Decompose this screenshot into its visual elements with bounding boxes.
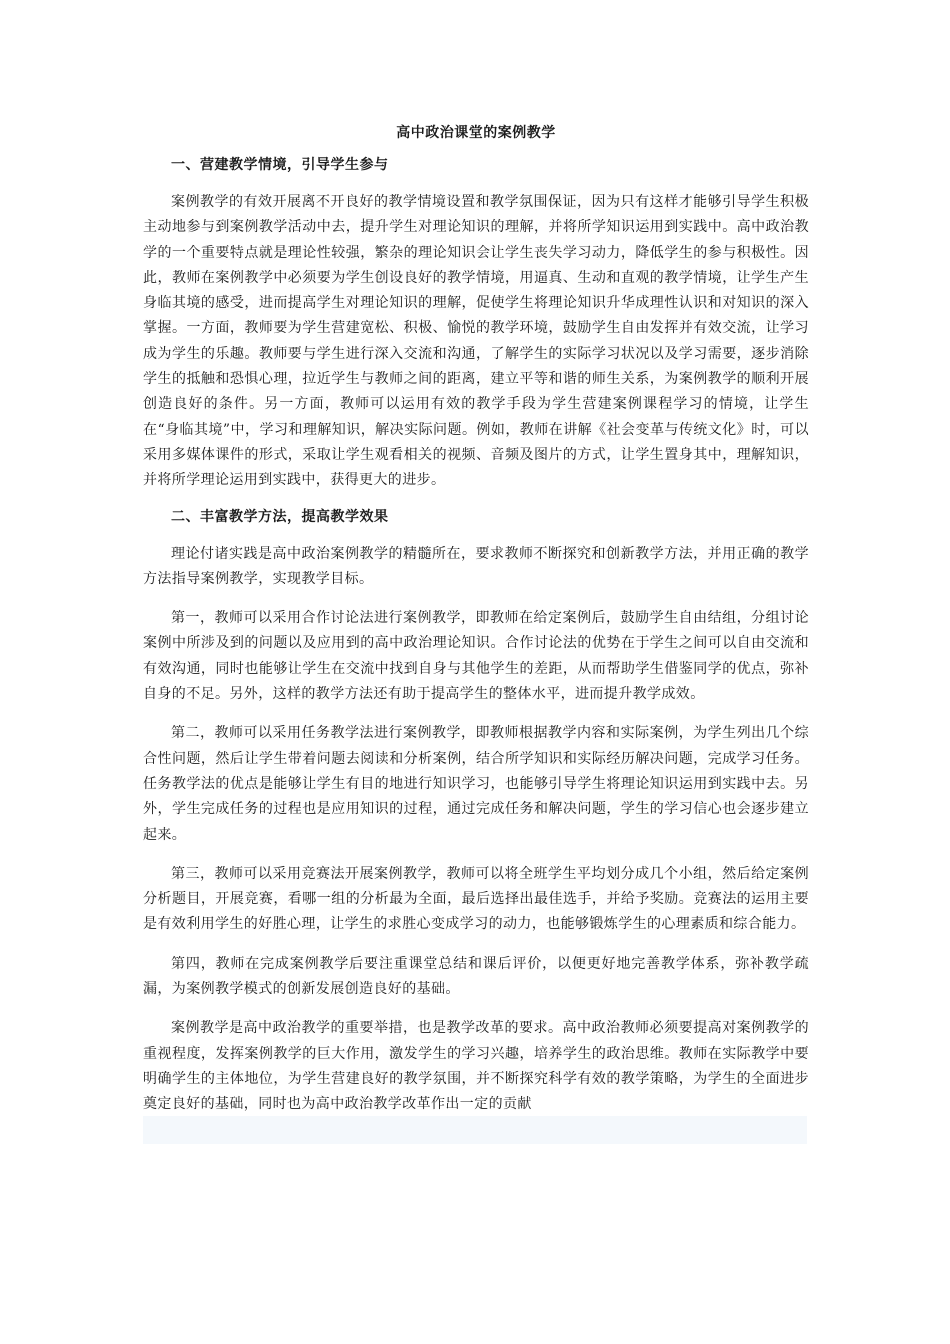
section-2-paragraph-4: 第三，教师可以采用竞赛法开展案例教学，教师可以将全班学生平均划分成几个小组，然后给定案例分析题目，开展竞赛，看哪一组的分析最为全面，最后选择出最佳选手，并给予奖励。竞赛法的运用主要是有效利用学生的好胜心理，让学生的求胜心变成学习的动力，也能够锻炼学生的心理素质和综合能力。 xyxy=(143,865,809,933)
document-title: 高中政治课堂的案例教学 xyxy=(396,125,556,141)
section-2-paragraph-5: 第四，教师在完成案例教学后要注重课堂总结和课后评价，以便更好地完善教学体系，弥补教学疏漏，为案例教学模式的创新发展创造良好的基础。 xyxy=(143,955,809,998)
section-2-paragraph-3: 第二，教师可以采用任务教学法进行案例教学，即教师根据教学内容和实际案例，为学生列出几个综合性问题，然后让学生带着问题去阅读和分析案例，结合所学知识和实际经历解决问题，完成学习任务。任务教学法的优点是能够让学生有目的地进行知识学习，也能够引导学生将理论知识运用到实践中去。另外，学生完成任务的过程也是应用知识的过程，通过完成任务和解决问题，学生的学习信心也会逐步建立起来。 xyxy=(143,725,809,843)
section-2-paragraph-2: 第一，教师可以采用合作讨论法进行案例教学，即教师在给定案例后，鼓励学生自由结组，分组讨论案例中所涉及到的问题以及应用到的高中政治理论知识。合作讨论法的优势在于学生之间可以自由交流和有效沟通，同时也能够让学生在交流中找到自身与其他学生的差距，从而帮助学生借鉴同学的优点，弥补自身的不足。另外，这样的教学方法还有助于提高学生的整体水平，进而提升教学成效。 xyxy=(143,610,809,703)
document-page xyxy=(143,124,809,1132)
section-2-paragraph-1: 理论付诸实践是高中政治案例教学的精髓所在，要求教师不断探究和创新教学方法，并用正确的教学方法指导案例教学，实现教学目标。 xyxy=(143,545,809,587)
section-heading-2: 二、丰富教学方法，提高教学效果 xyxy=(171,508,389,525)
conclusion-paragraph: 案例教学是高中政治教学的重要举措，也是教学改革的要求。高中政治教师必须要提高对案例教学的重视程度，发挥案例教学的巨大作用，激发学生的学习兴趣，培养学生的政治思维。教师在实际教学中要明确学生的主体地位，为学生营建良好的教学氛围，并不断探究科学有效的教学策略，为学生的全面进步奠定良好的基础，同时也为高中政治教学改革作出一定的贡献 xyxy=(143,1020,809,1113)
section-1-paragraph-1: 案例教学的有效开展离不开良好的教学情境设置和教学氛围保证，因为只有这样才能够引导学生积极主动地参与到案例教学活动中去，提升学生对理论知识的理解，并将所学知识运用到实践中。高中政治教学的一个重要特点就是理论性较强，繁杂的理论知识会让学生丧失学习动力，降低学生的参与积极性。因此，教师在案例教学中必须要为学生创设良好的教学情境，用逼真、生动和直观的教学情境，让学生产生身临其境的感受，进而提高学生对理论知识的理解，促使学生将理论知识升华成理性认识和对知识的深入掌握。一方面，教师要为学生营建宽松、积极、愉悦的教学环境，鼓励学生自由发挥并有效交流，让学习成为学生的乐趣。教师要与学生进行深入交流和沟通，了解学生的实际学习状况以及学习需要，逐步消除学生的抵触和恐惧心理，拉近学生与教师之间的距离，建立平等和谐的师生关系，为案例教学的顺利开展创造良好的条件。另一方面，教师可以运用有效的教学手段为学生营建案例课程学习的情境，让学生在“身临其境”中，学习和理解知识，解决实际问题。例如，教师在讲解《社会变革与传统文化》时，可以采用多媒体课件的形式，采取让学生观看相关的视频、音频及图片的方式，让学生置身其中，理解知识，并将所学理论运用到实践中，获得更大的进步。 xyxy=(143,194,809,489)
footer-shaded-band xyxy=(143,1116,807,1144)
section-heading-1: 一、营建教学情境，引导学生参与 xyxy=(171,157,389,173)
